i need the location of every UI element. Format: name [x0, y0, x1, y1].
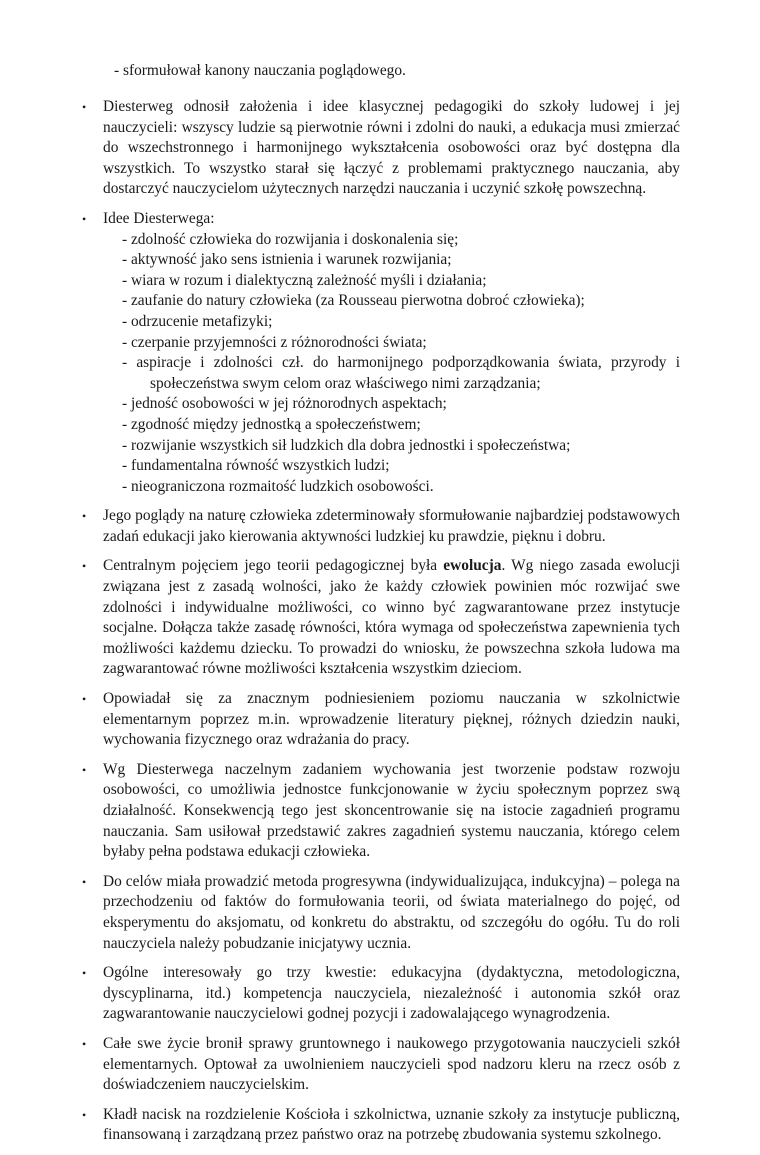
list-item-text: Diesterweg odnosił założenia i idee klasycznej pedagogiki do szkoły ludowej i jej nauczycieli: wszyscy ludzie są pierwotnie równi i zdolni do nauki, a edukacja musi zmierzać do wszechstronnego i harmonijnego wykształcenia osobowości oraz być dostępna dla wszystkich. To wszystko starał się łączyć z problemami praktycznego nauczania, aby dostarczyć nauczycielom użytecznych narzędzi nauczania i uczynić szkołę powszechną.: [103, 98, 680, 198]
sub-item: - jedność osobowości w jej różnorodnych aspektach;: [122, 395, 447, 413]
bullet-icon: •: [82, 874, 87, 889]
sub-item: - zgodność między jednostką a społeczeństwem;: [122, 415, 421, 433]
list-item-text: [103, 556, 680, 680]
list-item: [82, 1034, 680, 1096]
bullet-icon: •: [82, 1107, 87, 1122]
list-item: [82, 689, 680, 751]
list-item-heading: Idee Diesterwega:: [103, 209, 215, 227]
list-item: [82, 872, 680, 954]
bullet-icon: •: [82, 692, 87, 707]
bullet-icon: •: [82, 211, 87, 226]
bullet-icon: •: [82, 559, 87, 574]
sub-item: - fundamentalna równość wszystkich ludzi;: [122, 457, 390, 475]
sub-item: - aktywność jako sens istnienia i warunek rozwijania;: [122, 251, 452, 269]
list-item-text: Kładł nacisk na rozdzielenie Kościoła i szkolnictwa, uznanie szkoły za instytucje publiczną, finansowaną i zarządzaną przez państwo oraz na potrzebę zbudowania systemu szkolnego.: [103, 1105, 680, 1144]
sub-list: [103, 230, 680, 498]
bullet-icon: •: [82, 100, 87, 114]
bullet-icon: •: [82, 509, 87, 524]
list-item: [82, 963, 680, 1025]
sub-item: - czerpanie przyjemności z różnorodności świata;: [122, 333, 427, 351]
list-item: [82, 760, 680, 863]
list-item-text: Jego poglądy na naturę człowieka zdeterminowały sformułowanie najbardziej podstawowych zadań edukacji jako kierowania aktywności ludzkiej ku prawdzie, pięknu i dobru.: [103, 507, 680, 545]
list-item: [82, 1105, 680, 1146]
sub-item: - aspiracje i zdolności czł. do harmonijnego podporządkowania świata, przyrody i społeczeństwa swym celom oraz właściwego nimi zarządzania;: [122, 354, 680, 392]
list-item-text: Opowiadał się za znacznym podniesieniem poziomu nauczania w szkolnictwie elementarnym poprzez m.in. wprowadzenie literatury pięknej, różnych dziedzin nauki, wychowania fizycznego oraz wdrażania do pracy.: [103, 690, 680, 749]
list-item: [82, 556, 680, 680]
sub-item: - odrzucenie metafizyki;: [122, 312, 273, 330]
sub-item: - nieograniczona rozmaitość ludzkich osobowości.: [122, 477, 434, 495]
continued-subitem: - sformułował kanony nauczania poglądowego.: [114, 62, 406, 79]
bullet-icon: •: [82, 1036, 87, 1051]
list-item-text: Do celów miała prowadzić metoda progresywna (indywidualizująca, indukcyjna) – polega na przechodzeniu od faktów do formułowania teorii, od świata materialnego do pojęć, od eksperymentu do aksjomatu, od konkretu do abstraktu, od szczegółu do ogółu. Tu do roli nauczyciela należy pobudzanie inicjatywy ucznia.: [103, 872, 680, 952]
sub-item: - zaufanie do natury człowieka (za Rousseau pierwotna dobroć człowieka);: [122, 292, 585, 310]
list-item-text: Całe swe życie bronił sprawy gruntownego i naukowego przygotowania nauczycieli szkół elementarnych. Optował za uwolnieniem nauczycieli spod nadzoru kleru na rzecz osób z doświadczeniem nauczycielskim.: [103, 1034, 680, 1094]
bullet-list: [82, 97, 680, 1155]
bullet-icon: •: [82, 966, 87, 981]
sub-item: - zdolność człowieka do rozwijania i doskonalenia się;: [122, 230, 459, 248]
list-item-text: Wg Diesterwega naczelnym zadaniem wychowania jest tworzenie podstaw rozwoju osobowości, co umożliwia jednostce funkcjonowanie w życiu społecznym poprzez swą działalność. Konsekwencją tego jest skoncentrowanie się na istocie zagadnień programu nauczania. Sam usiłował przedstawić zakres zagadnień systemu nauczania, którego celem byłaby pełna podstawa edukacji człowieka.: [103, 760, 680, 861]
bullet-icon: •: [82, 762, 87, 777]
list-item: [82, 97, 680, 200]
list-item: [82, 209, 680, 497]
text-run: Centralnym pojęciem jego teorii pedagogicznej była: [103, 557, 444, 575]
bold-term: ewolucja: [443, 557, 502, 575]
sub-item: - rozwijanie wszystkich sił ludzkich dla dobra jednostki i społeczeństwa;: [122, 436, 571, 454]
text-run: . Wg niego zasada ewolucji związana jest z zasadą wolności, jako że każdy człowiek powinien móc rozwijać swe zdolności i indywidualne możliwości, co winno być zagwarantowane przez instytucje socjalne. Dołącza także zasadę równości, która wymaga od społeczeństwa zapewnienia tych możliwości każdemu dziecku. To prowadzi do wniosku, że powszechna szkoła ludowa ma zagwarantować równe możliwości kształcenia wszystkim dzieciom.: [103, 557, 680, 678]
list-item: [82, 506, 680, 547]
sub-item: - wiara w rozum i dialektyczną zależność myśli i działania;: [122, 271, 487, 289]
list-item-text: Ogólne interesowały go trzy kwestie: edukacyjna (dydaktyczna, metodologiczna, dyscyplinarna, itd.) kompetencja nauczyciela, niezależność i autonomia szkół oraz zagwarantowanie nauczycielowi godnej pozycji i zadowalającego wynagrodzenia.: [103, 964, 680, 1023]
